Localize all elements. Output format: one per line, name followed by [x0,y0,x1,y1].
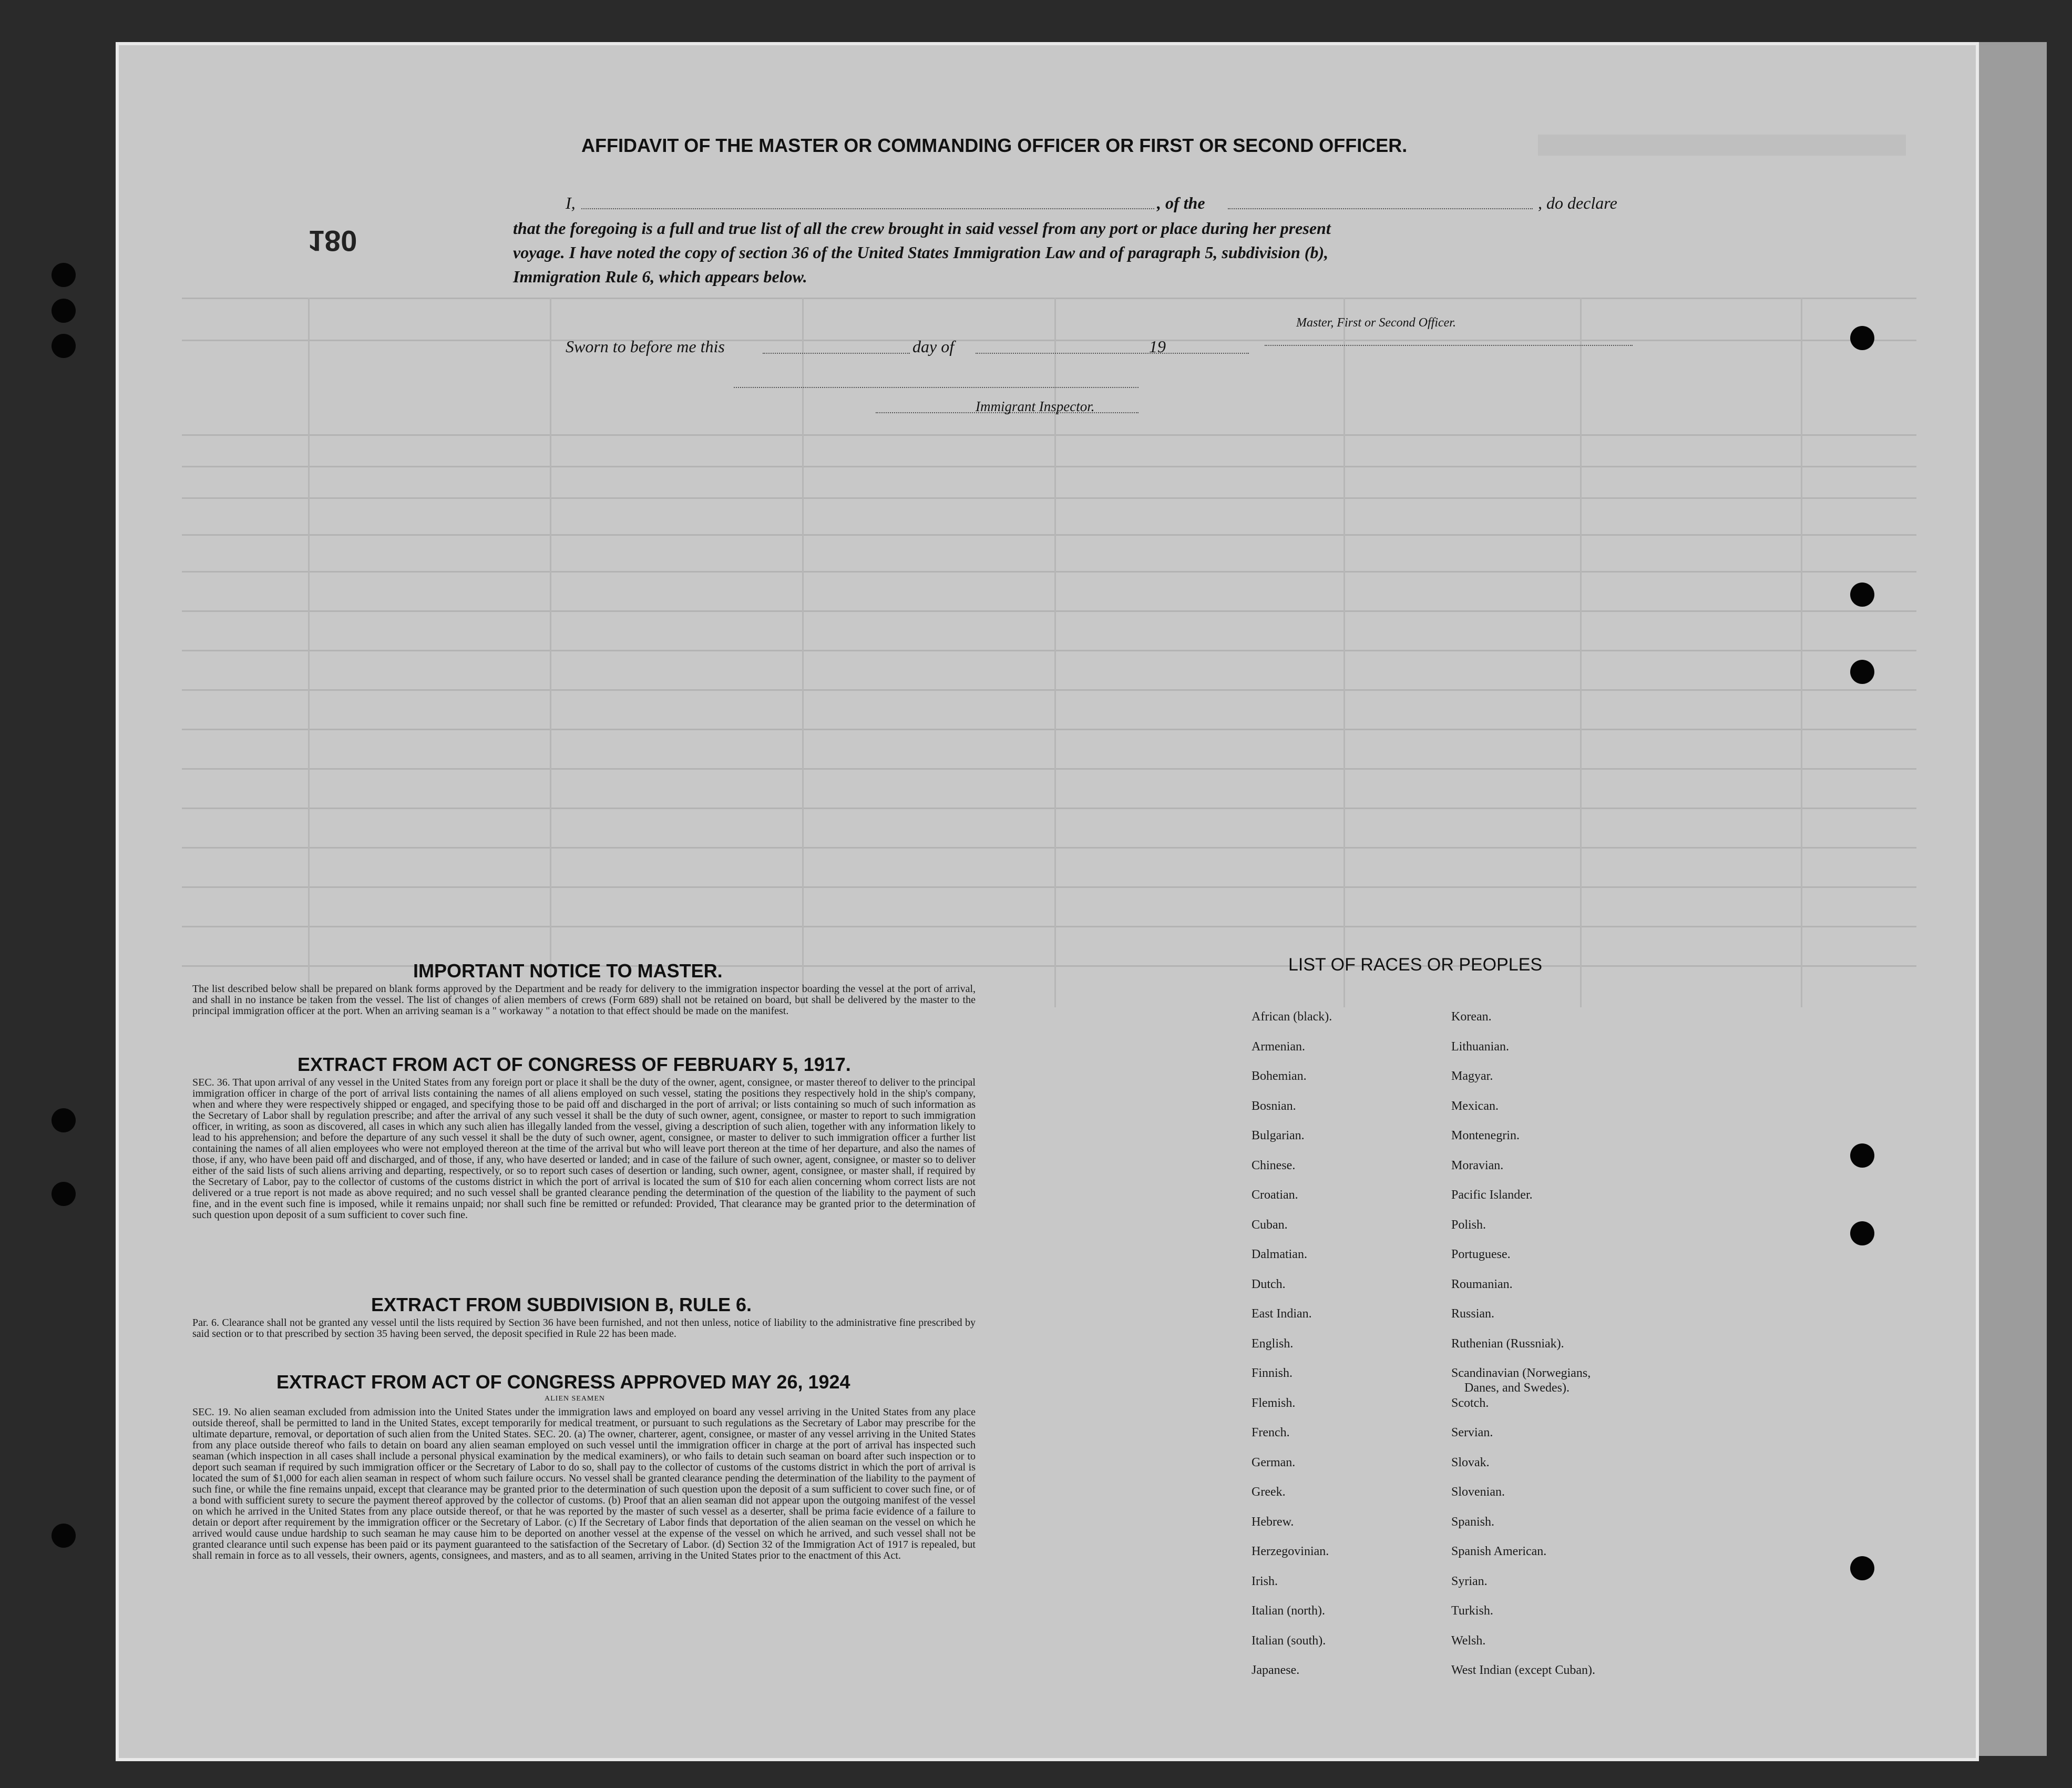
extract-rule6-body: Par. 6. Clearance shall not be granted any vessel until the lists required by Section 36 have been furnished, and not then unless, notice of liability to the administrative fine prescribed by said section or to that prescribed by section 35 having been served, the deposit specified in Rule 22 has been made. [192,1317,976,1340]
race-left-item: French. [1252,1426,1290,1439]
bleed-through-column [550,298,551,1007]
race-right-item: Spanish. [1451,1515,1495,1529]
race-right-item: Lithuanian. [1451,1039,1509,1054]
race-left-item: Hebrew. [1252,1515,1294,1529]
race-left-item: Flemish. [1252,1396,1296,1410]
affidavit-line1-start: I, [566,193,576,212]
race-right-item: Syrian. [1451,1574,1488,1588]
binder-hole [1850,326,1874,350]
race-right-item: Pacific Islander. [1451,1188,1533,1202]
bleed-through-column [308,298,310,1007]
bleed-through-rule [182,610,1916,612]
race-right-item: Danes, and Swedes). [1464,1381,1570,1395]
race-right-item: Slovak. [1451,1455,1490,1469]
race-left-item: English. [1252,1336,1294,1351]
binder-hole [1850,1556,1874,1580]
bleed-through-rule [182,689,1916,691]
races-title: LIST OF RACES OR PEOPLES [1288,955,1543,975]
bleed-through-rule [182,466,1916,467]
race-left-item: Cuban. [1252,1218,1288,1232]
bleed-through-rule [182,650,1916,651]
bleed-through-column [1343,298,1345,1007]
race-left-item: Armenian. [1252,1039,1305,1054]
binder-hole [52,1182,76,1206]
race-right-item: Montenegrin. [1451,1129,1520,1142]
race-right-item: Turkish. [1451,1604,1493,1618]
stamp-number: 180 [308,224,357,258]
extract-1917-body: SEC. 36. That upon arrival of any vessel in the United States from any foreign port or place it shall be the duty of the owner, agent, consignee, or master thereof to deliver to the principal immigration officer in charge of the port of arrival lists containing the names of all aliens employed on such vessel, stating the positions they respectively hold in the ship's company, when and where they were respectively shipped or engaged, and specifying those to be paid off and discharged in the port of arrival; or lists containing so much of such information as the Secretary of Labor shall by regulation prescribe; and after the arrival of any such vessel it shall be the duty of such owner, agent, consignee, or master to report to such immigration officer, in writing, as soon as discovered, all cases in which any such alien has illegally landed from the vessel, giving a description of such alien, together with any information likely to lead to his apprehension; and before the departure of any such vessel it shall be the duty of such owner, agent, consignee, or master to deliver to such immigration officer a further list containing the names of all alien employees who were not employed thereon at the time of the arrival but who will leave port thereon at the time of her departure, and also the names of those, if any, who have been paid off and discharged, and of those, if any, who have deserted or landed; and in case of the failure of such owner, agent, consignee, or master so to deliver either of the said lists of such aliens arriving and departing, respectively, or so to report such cases of desertion or landing, such owner, agent, consignee, or master shall, if required by the Secretary of Labor, pay to the collector of customs of the customs district in which the port of arrival is located the sum of $10 for each alien concerning whom correct lists are not delivered or a true report is not made as above required; and no such vessel shall be granted clearance pending the determination of the question of the liability to the payment of such fine, and in the event such fine is imposed, while it remains unpaid; nor shall such fine be remitted or refunded: Provided, That clearance may be granted prior to the determination of such question upon deposit of a sum sufficient to cover such fine. [192,1077,976,1221]
race-left-item: Greek. [1252,1485,1286,1499]
race-left-item: Finnish. [1252,1366,1293,1380]
sworn-label: Sworn to before me this [566,337,725,356]
race-right-item: Magyar. [1451,1069,1493,1083]
bleed-through-rule [182,847,1916,849]
bleed-through-column [1580,298,1582,1007]
bleed-through-rule [182,729,1916,730]
binder-hole [1850,583,1874,607]
binder-hole [52,334,76,358]
race-right-item: Moravian. [1451,1158,1504,1172]
affidavit-line1-end: , do declare [1538,193,1617,212]
race-right-item: Slovenian. [1451,1485,1505,1499]
race-left-item: Bulgarian. [1252,1129,1305,1142]
master-signature-blank[interactable] [1265,345,1633,346]
race-left-item: Italian (south). [1252,1633,1326,1648]
binder-hole [1850,1221,1874,1245]
bleed-through-column [802,298,804,1007]
race-left-item: Bosnian. [1252,1099,1296,1113]
affidavit-line4: Immigration Rule 6, which appears below. [513,267,807,286]
extract-1924-subtitle: ALIEN SEAMEN [545,1395,606,1403]
binder-hole [1850,1143,1874,1168]
race-left-item: Herzegovinian. [1252,1545,1329,1558]
race-right-item: Scotch. [1451,1396,1489,1410]
binder-hole [52,299,76,323]
binder-hole [52,263,76,287]
name-blank[interactable] [581,208,1154,209]
affidavit-line2: that the foregoing is a full and true list of all the crew brought in said vessel from any port or place during her present [513,219,1331,238]
bleed-through-heading [1538,135,1906,156]
race-left-item: Croatian. [1252,1188,1298,1202]
race-left-item: Chinese. [1252,1158,1296,1172]
race-left-item: East Indian. [1252,1307,1312,1321]
race-right-item: Polish. [1451,1218,1486,1232]
binder-hole [52,1108,76,1132]
manifest-back-page [116,42,1979,1761]
extract-1924-title: EXTRACT FROM ACT OF CONGRESS APPROVED MAY 26, 1924 [276,1371,850,1393]
bleed-through-rule [182,497,1916,499]
notice-body: The list described below shall be prepared on blank forms approved by the Department and be ready for delivery to the immigration inspector boarding the vessel at the port of arrival, and shall in no instance be taken from the vessel. The list of changes of alien members of crews (Form 689) shall not be retained on board, but shall be delivered by the master to the principal immigration officer at the port. When an arriving seaman is a " workaway " a notation to that effect should be made on the manifest. [192,984,976,1017]
bleed-through-column [1801,298,1802,1007]
sworn-day-blank[interactable] [763,353,910,354]
bleed-through-rule [182,571,1916,573]
year-label: 19 [1149,337,1166,356]
bleed-through-rule [182,434,1916,436]
master-signature-label: Master, First or Second Officer. [1296,316,1456,330]
extract-1924-body: SEC. 19. No alien seaman excluded from admission into the United States under the immigration laws and employed on board any vessel arriving in the United States from any place outside thereof, shall be permitted to land in the United States, except temporarily for medical treatment, or pursuant to such regulations as the Secretary of Labor may prescribe for the ultimate departure, removal, or deportation of such alien from the United States. SEC. 20. (a) The owner, charterer, agent, consignee, or master of any vessel arriving in the United States from any place outside thereof who fails to detain on board any alien seaman employed on such vessel until the immigration officer in charge at the port of arrival has inspected such seaman (which inspection in all cases shall include a personal physical examination by the medical examiners), or who fails to detain such seaman on board after such inspection or to deport such seaman if required by such immigration officer or the Secretary of Labor to do so, shall pay to the collector of customs of the customs district in which the port of arrival is located the sum of $1,000 for each alien seaman in respect of whom such failure occurs. No vessel shall be granted clearance pending the determination of the liability to the payment of such fine, or while the fine remains unpaid, except that clearance may be granted prior to the determination of such question upon the deposit of a sum sufficient to cover such fine, or of a bond with sufficient surety to secure the payment thereof approved by the collector of customs. (b) Proof that an alien seaman did not appear upon the outgoing manifest of the vessel on which he arrived in the United States from any place outside thereof, or that he was reported by the master of such vessel as a deserter, shall be prima facie evidence of a failure to detain or deport after requirement by the immigration officer or the Secretary of Labor. (c) If the Secretary of Labor finds that deportation of the alien seaman on the vessel on which he arrived would cause undue hardship to such seaman he may cause him to be deported on another vessel at the expense of the vessel on which he arrived, and such vessel shall not be granted clearance until such expense has been paid or its payment guaranteed to the satisfaction of the Secretary of Labor. (d) Section 32 of the Immigration Act of 1917 is repealed, but shall remain in force as to all vessels, their owners, agents, consignees, and masters, and as to all seamen, arriving in the United States prior to the enactment of this Act. [192,1407,976,1561]
race-right-item: Portuguese. [1451,1248,1511,1261]
race-right-item: West Indian (except Cuban). [1451,1663,1595,1677]
bleed-through-rule [182,886,1916,888]
vessel-blank[interactable] [1228,208,1533,209]
race-right-item: Spanish American. [1451,1545,1547,1558]
race-left-item: Dutch. [1252,1277,1286,1291]
extract-1917-title: EXTRACT FROM ACT OF CONGRESS OF FEBRUARY 5, 1917. [298,1054,851,1075]
sworn-month-blank[interactable] [976,353,1249,354]
inspector-label: Immigrant Inspector. [976,399,1095,414]
race-left-item: Italian (north). [1252,1604,1325,1618]
race-left-item: German. [1252,1455,1296,1469]
race-left-item: Bohemian. [1252,1069,1307,1083]
bleed-through-rule [182,534,1916,536]
race-right-item: Korean. [1451,1010,1492,1024]
bleed-through-rule [182,298,1916,299]
race-right-item: Russian. [1451,1307,1495,1321]
inspector-signature-blank[interactable] [734,387,1138,388]
day-of-label: day of [912,337,955,356]
notice-title: IMPORTANT NOTICE TO MASTER. [413,960,723,982]
race-right-item: Roumanian. [1451,1277,1513,1291]
binder-hole [1850,660,1874,684]
race-right-item: Mexican. [1451,1099,1499,1113]
race-left-item: Japanese. [1252,1663,1300,1677]
affidavit-line3: voyage. I have noted the copy of section 36 of the United States Immigration Law and of paragraph 5, subdivision (b), [513,243,1329,262]
bleed-through-rule [182,340,1916,341]
race-right-item: Welsh. [1451,1633,1486,1648]
extract-rule6-title: EXTRACT FROM SUBDIVISION B, RULE 6. [371,1294,752,1315]
bleed-through-rule [182,768,1916,770]
bleed-through-rule [182,808,1916,809]
race-right-item: Scandinavian (Norwegians, [1451,1366,1591,1380]
bleed-through-rule [182,926,1916,927]
race-right-item: Ruthenian (Russniak). [1451,1336,1564,1351]
race-left-item: African (black). [1252,1010,1332,1024]
binder-hole [52,1524,76,1548]
race-left-item: Dalmatian. [1252,1248,1307,1261]
race-right-item: Servian. [1451,1426,1493,1439]
race-left-item: Irish. [1252,1574,1278,1588]
affidavit-title: AFFIDAVIT OF THE MASTER OR COMMANDING OFFICER OR FIRST OR SECOND OFFICER. [581,135,1408,156]
affidavit-line1-mid: , of the [1157,193,1205,212]
